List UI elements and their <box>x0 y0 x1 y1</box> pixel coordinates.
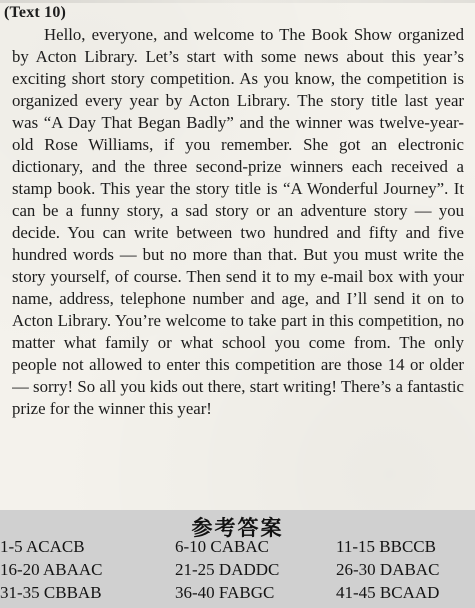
answer-range: 26-30 DABAC <box>336 560 440 579</box>
answer-range: 11-15 BBCCB <box>336 537 436 556</box>
answer-range: 1-5 ACACB <box>0 537 85 556</box>
answer-key-grid <box>0 538 475 606</box>
answer-key-title: 参考答案 <box>191 516 284 540</box>
answer-range: 31-35 CBBAB <box>0 583 102 602</box>
answer-range: 36-40 FABGC <box>175 583 275 602</box>
answer-range: 16-20 ABAAC <box>0 560 103 579</box>
page-top-edge <box>0 0 475 3</box>
passage-paragraph: Hello, everyone, and welcome to The Book Show organized by Acton Library. Let’s start with some news about this year’s exciting short story competition. As you know, the competition is organized every year by Acton Library. The story title last year was “A Day That Began Badly” and the winner was twelve-year-old Rose Williams, if you remember. She got an electronic dictionary, and the three second-prize winners each received a stamp book. This year the story title is “A Wonderful Journey”. It can be a funny story, a sad story or an adventure story — you decide. You can write between two hundred and fifty and five hundred words — but no more than that. But you must write the story yourself, of course. Then send it to my e-mail box with your name, address, telephone number and age, and I’ll send it on to Acton Library. You’re welcome to take part in this competition, no matter what family or what school you come from. The only people not allowed to enter this competition are those 14 or older — sorry! So all you kids out there, start writing! There’s a fantastic prize for the winner this year! <box>12 25 464 418</box>
text-heading: (Text 10) <box>4 4 67 21</box>
answer-range: 6-10 CABAC <box>175 537 269 556</box>
answer-range: 41-45 BCAAD <box>336 583 440 602</box>
answer-range: 21-25 DADDC <box>175 560 280 579</box>
